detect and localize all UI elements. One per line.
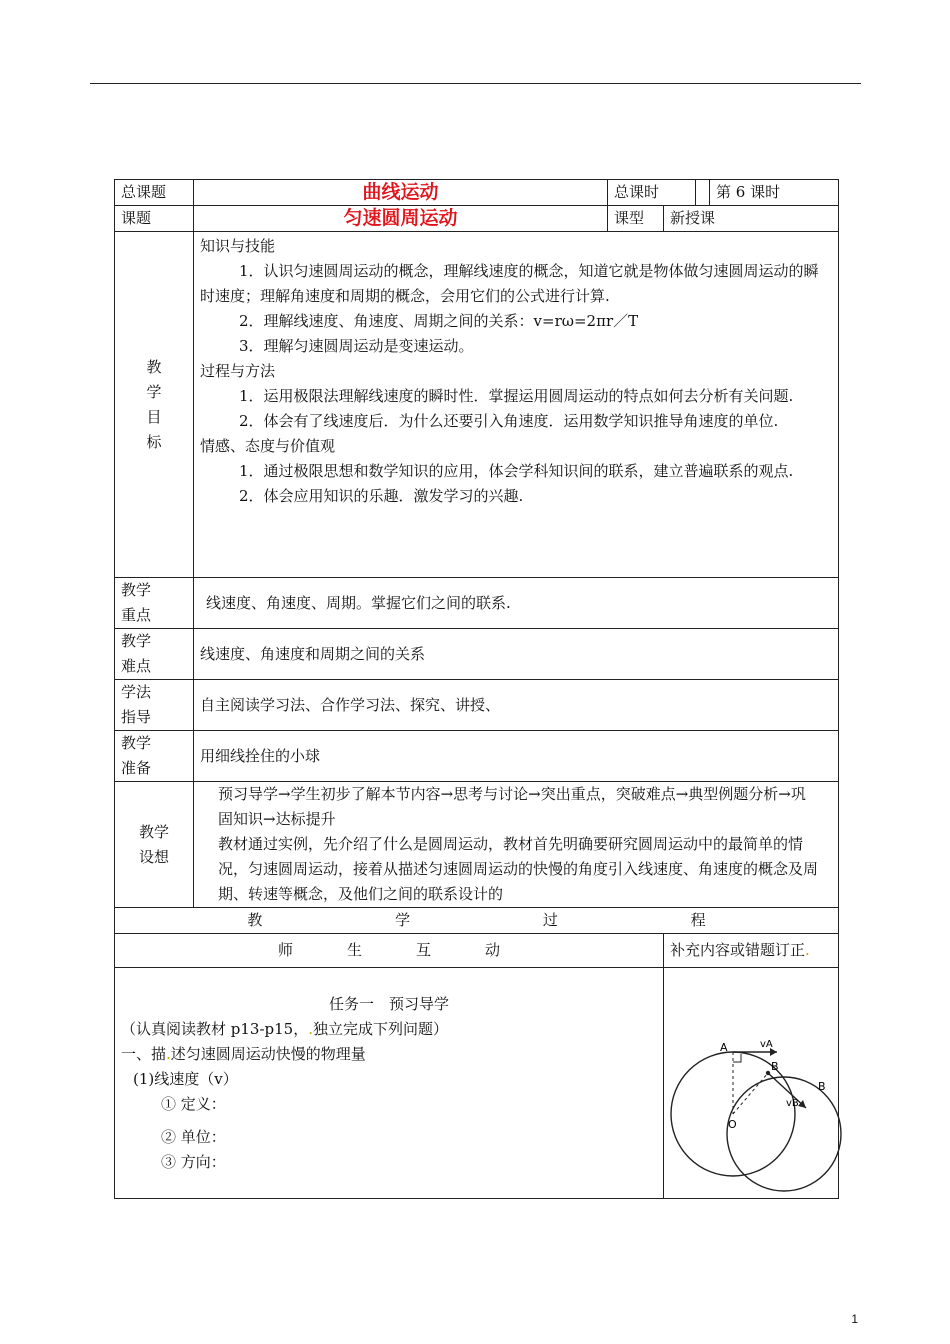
task-title: 任务一 预习导学 [328,994,449,1013]
label-o: O [728,1118,737,1131]
lesson-type-label: 课型 [608,206,664,232]
key-points-label: 教学 重点 [115,578,194,629]
supplement-header: 补充内容或错题订正. [664,934,839,968]
method-label: 学法 指导 [115,680,194,731]
total-topic-title: 曲线运动 [194,180,608,206]
circular-motion-figure [664,968,844,1198]
row-difficulties [115,629,839,680]
row-interaction-header [115,934,839,968]
lesson-type-value: 新授课 [664,206,839,232]
difficulties-label: 教学 难点 [115,629,194,680]
process-header: 教 学 过 程 [115,908,839,934]
row-total-topic [115,180,839,206]
label-b2: B [818,1080,826,1093]
attitude-item: 1．通过极限思想和数学知识的应用，体会学科知识间的联系，建立普遍联系的观点. [239,462,794,480]
knowledge-item: 3．理解匀速圆周运动是变速运动。 [239,337,474,355]
design-text [194,782,839,908]
item-direction: ③ 方向： [161,1152,226,1171]
circle-2 [727,1077,841,1191]
point-b [766,1071,770,1075]
objectives-label: 教 学 目 标 [115,232,194,578]
row-topic [115,206,839,232]
label-b: B [771,1060,779,1073]
row-preparation [115,731,839,782]
row-process-header [115,908,839,934]
topic-title: 匀速圆周运动 [194,206,608,232]
process-item: 1．运用极限法理解线速度的瞬时性．掌握运用圆周运动的特点如何去分析有关问题. [239,387,794,405]
header-rule [90,83,861,84]
key-points-text: 线速度、角速度、周期。掌握它们之间的联系. [194,578,839,629]
row-key-points [115,578,839,629]
label-a: A [720,1041,728,1054]
lesson-plan-table [114,179,839,1199]
row-objectives [115,232,839,578]
page-number: 1 [851,1312,858,1326]
total-topic-label: 总课题 [115,180,194,206]
task-instruction: （认真阅读教材 p13-p15，.独立完成下列问题） [121,1019,449,1038]
topic-label: 课题 [115,206,194,232]
task-content [115,968,664,1199]
row-method [115,680,839,731]
design-paragraph: 教材通过实例，先介绍了什么是圆周运动，教材首先明确要研究圆周运动中的最简单的情况，匀速圆周运动，接着从描述匀速圆周运动的快慢的角度引入线速度、角速度的概念及周期、转速等概念，及他们之间的联系设计的 [218,835,819,903]
attitude-item: 2．体会应用知识的乐趣．激发学习的兴趣. [239,487,524,505]
knowledge-item: 1．认识匀速圆周运动的概念，理解线速度的概念，知道它就是物体做匀速圆周运动的瞬时速度；理解角速度和周期的概念，会用它们的公式进行计算. [200,262,819,305]
difficulties-text: 线速度、角速度和周期之间的关系 [194,629,839,680]
total-hours-value [696,180,710,206]
attitude-title: 情感、态度与价值观 [200,437,336,455]
preparation-text: 用细线拴住的小球 [194,731,839,782]
item-linear-velocity: (1)线速度（v） [133,1069,238,1088]
label-va: vA [760,1039,773,1050]
design-paragraph: 预习导学→学生初步了解本节内容→思考与讨论→突出重点，突破难点→典型例题分析→巩固知识→达标提升 [218,785,806,828]
method-text: 自主阅读学习法、合作学习法、探究、讲授、 [194,680,839,731]
row-task [115,968,839,1199]
section-heading: 一、描.述匀速圆周运动快慢的物理量 [121,1044,366,1063]
preparation-label: 教学 准备 [115,731,194,782]
objectives-content [194,232,839,578]
knowledge-item: 2．理解线速度、角速度、周期之间的关系：v=rω=2πr／T [239,312,639,330]
interaction-header: 师 生 互 动 [115,934,664,968]
design-label: 教学 设想 [115,782,194,908]
lesson-number: 第 6 课时 [710,180,839,206]
knowledge-title: 知识与技能 [200,237,276,255]
row-design [115,782,839,908]
right-angle-mark [733,1054,741,1062]
total-hours-label: 总课时 [608,180,696,206]
item-definition: ① 定义： [161,1094,226,1113]
item-unit: ② 单位： [161,1127,226,1146]
supplement-cell [664,968,839,1199]
process-item: 2．体会有了线速度后．为什么还要引入角速度．运用数学知识推导角速度的单位. [239,412,779,430]
radius-ob [733,1073,768,1114]
label-vb: vB [786,1098,799,1109]
process-title: 过程与方法 [200,362,276,380]
